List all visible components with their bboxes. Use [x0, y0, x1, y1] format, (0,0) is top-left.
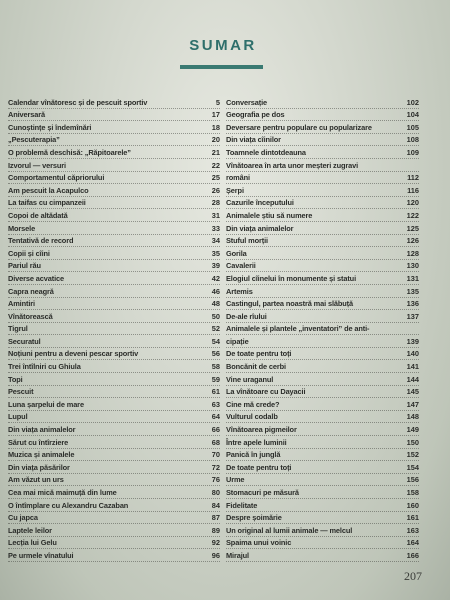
toc-entry-page: 131	[406, 273, 419, 283]
toc-entry	[8, 272, 220, 285]
toc-entry	[226, 310, 419, 323]
toc-entry-title: Animalele știu să numere	[226, 210, 313, 220]
toc-entry-title: Lupul	[8, 412, 28, 422]
toc-entry-title: români	[226, 173, 250, 183]
toc-entry	[226, 524, 419, 537]
toc-entry-title: Un original al lumii animale — melcul	[226, 525, 353, 535]
toc-entry-page: 92	[211, 538, 220, 548]
toc-entry-page: 48	[211, 299, 220, 309]
toc-entry	[8, 310, 220, 323]
toc-entry	[8, 499, 220, 512]
toc-entry-title: Boncănit de cerbi	[226, 362, 286, 372]
toc-entry	[8, 121, 220, 134]
toc-entry	[226, 436, 419, 449]
toc-entry-title: Din viața cîinilor	[226, 135, 281, 145]
toc-entry-title: O problemă deschisă: „Răpitoarele”	[8, 147, 131, 157]
toc-entry-page: 164	[406, 538, 419, 548]
toc-entry	[8, 285, 220, 298]
toc-entry-page: 80	[211, 488, 220, 497]
toc-entry-title: Spaima unui voinic	[226, 538, 292, 548]
toc-entry-page: 84	[211, 500, 220, 510]
toc-entry-title: Din viața păsărilor	[8, 462, 70, 472]
toc-entry	[226, 398, 419, 411]
toc-entry-title: Urme	[226, 475, 245, 485]
toc-entry-page: 5	[215, 97, 220, 107]
toc-entry-page: 108	[406, 135, 419, 145]
toc-entry-title: Vulturul codalb	[226, 412, 278, 422]
toc-entry	[8, 222, 220, 235]
toc-entry	[8, 184, 220, 197]
toc-entry-page: 20	[211, 135, 220, 145]
toc-entry	[226, 360, 419, 373]
toc-entry-page: 126	[406, 236, 419, 246]
toc-entry-page: 109	[406, 147, 419, 157]
toc-entry-page: 56	[211, 349, 220, 359]
toc-entry	[8, 512, 220, 525]
toc-entry-title: Din viața animalelor	[8, 425, 76, 435]
toc-entry-page: 136	[406, 299, 419, 309]
toc-entry-page: 139	[406, 336, 419, 346]
toc-entry-title: Luna șarpelui de mare	[8, 399, 84, 409]
toc-entry-title: Laptele leilor	[8, 525, 52, 535]
toc-entry-page: 42	[211, 273, 220, 283]
toc-entry-title: Fidelitate	[226, 500, 258, 510]
toc-entry-page: 18	[211, 122, 220, 132]
toc-entry-title: Pe urmele vînatului	[8, 550, 74, 560]
toc-entry-page: 160	[406, 500, 419, 510]
toc-entry-title: Aniversară	[8, 110, 46, 120]
toc-entry	[8, 323, 220, 336]
toc-entry-title: Cunoștințe și îndemînări	[8, 122, 92, 132]
toc-entry	[226, 423, 419, 436]
toc-entry-title: Deversare pentru populare cu popularizare	[226, 122, 372, 132]
toc-entry-page: 28	[211, 198, 220, 208]
toc-entry-page: 39	[211, 261, 220, 271]
toc-entry-page: 96	[211, 550, 220, 560]
toc-entry	[226, 549, 419, 562]
toc-entry-title: De-ale rîului	[226, 311, 267, 321]
toc-entry	[8, 524, 220, 537]
toc-entry-page: 141	[406, 362, 419, 372]
toc-entry-page: 59	[211, 374, 220, 384]
toc-entry-page: 50	[211, 311, 220, 321]
toc-entry	[8, 474, 220, 487]
toc-entry-page: 87	[211, 513, 220, 523]
title-underline	[180, 65, 263, 69]
toc-entry	[226, 235, 419, 248]
toc-entry	[8, 436, 220, 449]
toc-entry-title: cipație	[226, 336, 249, 346]
toc-entry-page: 34	[211, 236, 220, 246]
toc-entry-title: Cine mă crede?	[226, 399, 280, 409]
toc-entry-title: Cea mai mică maimuță din lume	[8, 488, 117, 497]
toc-entry-title: Geografia pe dos	[226, 110, 285, 120]
toc-entry	[8, 146, 220, 159]
toc-entry-title: De toate pentru toți	[226, 462, 292, 472]
toc-entry-title: Vine uraganul	[226, 374, 274, 384]
toc-left-column	[8, 96, 220, 562]
toc-entry-page: 61	[211, 387, 220, 397]
toc-entry	[226, 461, 419, 474]
toc-entry-page: 150	[406, 437, 419, 447]
toc-entry	[8, 423, 220, 436]
toc-entry-page: 64	[211, 412, 220, 422]
toc-entry-title: Stuful morții	[226, 236, 268, 246]
toc-entry-title: Vînătoarea în arta unor meșteri zugravi	[226, 160, 359, 170]
toc-entry-title: Am văzut un urs	[8, 475, 64, 485]
toc-entry	[226, 486, 419, 499]
toc-entry-page: 145	[406, 387, 419, 397]
toc-entry	[8, 109, 220, 122]
toc-entry-page: 122	[406, 210, 419, 220]
toc-entry-page: 144	[406, 374, 419, 384]
toc-entry-title: Morsele	[8, 223, 36, 233]
toc-entry	[226, 96, 419, 109]
toc-entry	[226, 499, 419, 512]
toc-entry	[226, 537, 419, 550]
toc-entry-title: Despre șoimărie	[226, 513, 282, 523]
toc-entry-page: 137	[406, 311, 419, 321]
toc-entry	[8, 348, 220, 361]
toc-entry-title: Elogiul cîinelui în monumente și statui	[226, 273, 357, 283]
toc-entry-page: 130	[406, 261, 419, 271]
toc-entry	[226, 449, 419, 462]
toc-entry	[8, 247, 220, 260]
toc-entry-page: 161	[406, 513, 419, 523]
toc-entry-title: Noțiuni pentru a deveni pescar sportiv	[8, 349, 139, 359]
toc-entry-page: 102	[406, 97, 419, 107]
toc-entry-title: Toamnele dintotdeauna	[226, 147, 306, 157]
toc-entry	[8, 549, 220, 562]
toc-entry	[8, 197, 220, 210]
toc-entry-page: 147	[406, 399, 419, 409]
toc-entry-page: 116	[407, 185, 419, 195]
toc-entry	[226, 247, 419, 260]
toc-entry	[226, 172, 419, 185]
toc-entry-page: 120	[406, 198, 419, 208]
toc-entry-page: 22	[211, 160, 220, 170]
toc-entry-title: Tentativă de record	[8, 236, 74, 246]
toc-entry-title: Pescuit	[8, 387, 34, 397]
toc-entry-title: Topi	[8, 374, 23, 384]
toc-entry-page: 52	[211, 324, 220, 334]
toc-entry-page: 149	[406, 425, 419, 435]
toc-entry	[8, 260, 220, 273]
toc-entry-title: Trei întîlniri cu Ghiula	[8, 362, 81, 372]
toc-entry-page: 135	[406, 286, 419, 296]
toc-entry	[226, 134, 419, 147]
toc-entry-page: 152	[406, 450, 419, 460]
toc-entry-title: Vînătoarea pigmeilor	[226, 425, 297, 435]
toc-entry	[8, 461, 220, 474]
toc-entry-title: Cu japca	[8, 513, 38, 523]
toc-entry-page: 54	[211, 336, 220, 346]
toc-entry-title: Lecția lui Gelu	[8, 538, 57, 548]
toc-entry-title: Copoi de altădată	[8, 210, 68, 220]
toc-entry-title: Calendar vînătoresc și de pescuit sportiv	[8, 97, 148, 107]
toc-entry	[8, 134, 220, 147]
toc-entry-title: Șerpi	[226, 185, 244, 195]
toc-entry	[226, 335, 419, 348]
toc-entry	[226, 209, 419, 222]
toc-entry	[226, 260, 419, 273]
toc-entry	[8, 209, 220, 222]
toc-entry	[226, 373, 419, 386]
toc-entry-page: 128	[406, 248, 419, 258]
toc-entry-page: 105	[406, 122, 419, 132]
toc-entry-title: Mirajul	[226, 550, 249, 560]
toc-entry-title: La taifas cu cimpanzeii	[8, 198, 86, 208]
toc-entry-title: Capra neagră	[8, 286, 54, 296]
page-title: SUMAR	[189, 37, 257, 54]
toc-entry-title: Stomacuri pe măsură	[226, 488, 299, 497]
toc-entry	[8, 172, 220, 185]
toc-entry-title: Gorila	[226, 248, 247, 258]
toc-entry	[8, 537, 220, 550]
toc-entry	[8, 96, 220, 109]
toc-entry-title: Cazurile începutului	[226, 198, 294, 208]
toc-entry-title: Pariul rău	[8, 261, 41, 271]
toc-entry-page: 21	[211, 147, 220, 157]
toc-entry-page: 17	[211, 110, 220, 120]
toc-entry	[8, 159, 220, 172]
toc-entry-title: Artemis	[226, 286, 253, 296]
toc-entry-title: Panică în junglă	[226, 450, 281, 460]
toc-entry-page: 125	[406, 223, 419, 233]
toc-entry	[226, 184, 419, 197]
toc-entry-page: 89	[211, 525, 220, 535]
toc-entry-page: 35	[211, 248, 220, 258]
toc-entry-page: 58	[211, 362, 220, 372]
toc-entry-title: Conversație	[226, 97, 267, 107]
toc-entry	[226, 386, 419, 399]
toc-entry-page: 76	[211, 475, 220, 485]
toc-entry	[8, 335, 220, 348]
toc-entry	[226, 197, 419, 210]
toc-entry	[226, 109, 419, 122]
toc-entry-page: 112	[407, 173, 419, 183]
toc-entry-title: Am pescuit la Acapulco	[8, 185, 89, 195]
toc-entry-title: Securatul	[8, 336, 41, 346]
toc-entry	[226, 146, 419, 159]
toc-entry-title: Muzica și animalele	[8, 450, 75, 460]
toc-entry	[226, 222, 419, 235]
toc-entry-page: 26	[211, 185, 220, 195]
toc-entry-page: 72	[211, 462, 220, 472]
toc-entry-title: De toate pentru toți	[226, 349, 292, 359]
toc-entry-title: La vînătoare cu Dayacii	[226, 387, 306, 397]
toc-entry-title: Comportamentul căpriorului	[8, 173, 105, 183]
toc-entry	[8, 386, 220, 399]
toc-entry	[226, 298, 419, 311]
toc-entry-page: 68	[211, 437, 220, 447]
toc-entry	[226, 285, 419, 298]
toc-entry	[8, 486, 220, 499]
toc-entry-page: 46	[211, 286, 220, 296]
toc-entry-title: Sărut cu întîrziere	[8, 437, 69, 447]
toc-entry-title: Animalele și plantele „inventatori” de anti-	[226, 324, 370, 334]
toc-entry-title: Diverse acvatice	[8, 273, 65, 283]
toc-entry	[226, 411, 419, 424]
toc-entry-title: Cavalerii	[226, 261, 256, 271]
toc-entry-page: 154	[406, 462, 419, 472]
toc-entry-page: 156	[406, 475, 419, 485]
toc-entry-page: 166	[406, 550, 419, 560]
toc-entry	[8, 360, 220, 373]
toc-entry-page: 70	[211, 450, 220, 460]
toc-entry-page: 33	[211, 223, 220, 233]
toc-entry-title: O întîmplare cu Alexandru Cazaban	[8, 500, 129, 510]
toc-entry	[8, 298, 220, 311]
toc-entry	[226, 474, 419, 487]
toc-entry-page: 31	[211, 210, 220, 220]
toc-entry	[226, 512, 419, 525]
toc-entry-title: Copii și cîini	[8, 248, 50, 258]
toc-entry-page: 163	[406, 525, 419, 535]
toc-entry-title: Tigrul	[8, 324, 28, 334]
toc-entry	[8, 449, 220, 462]
toc-entry-title: Castingul, partea noastră mai slăbuță	[226, 299, 353, 309]
toc-entry-title: Vînătorească	[8, 311, 53, 321]
toc-entry	[226, 323, 419, 336]
toc-entry-title: Din viața animalelor	[226, 223, 294, 233]
toc-entry-page: 158	[406, 488, 419, 497]
toc-entry-title: Între apele luminii	[226, 437, 287, 447]
toc-entry	[226, 159, 419, 172]
toc-entry	[8, 411, 220, 424]
toc-entry	[8, 373, 220, 386]
toc-entry-page: 63	[211, 399, 220, 409]
toc-entry-title: „Pescuterapia”	[8, 135, 60, 145]
toc-entry-page: 104	[406, 110, 419, 120]
toc-entry	[8, 235, 220, 248]
toc-entry	[226, 121, 419, 134]
toc-entry	[226, 348, 419, 361]
toc-entry	[8, 398, 220, 411]
toc-entry-page: 148	[406, 412, 419, 422]
toc-right-column	[226, 96, 419, 562]
page-number: 207	[404, 569, 422, 583]
toc-entry-page: 140	[406, 349, 419, 359]
toc-entry-title: Izvorul — versuri	[8, 160, 66, 170]
toc-entry-page: 25	[211, 173, 220, 183]
toc-entry-page: 66	[211, 425, 220, 435]
toc-entry	[226, 272, 419, 285]
toc-entry-title: Amintiri	[8, 299, 35, 309]
